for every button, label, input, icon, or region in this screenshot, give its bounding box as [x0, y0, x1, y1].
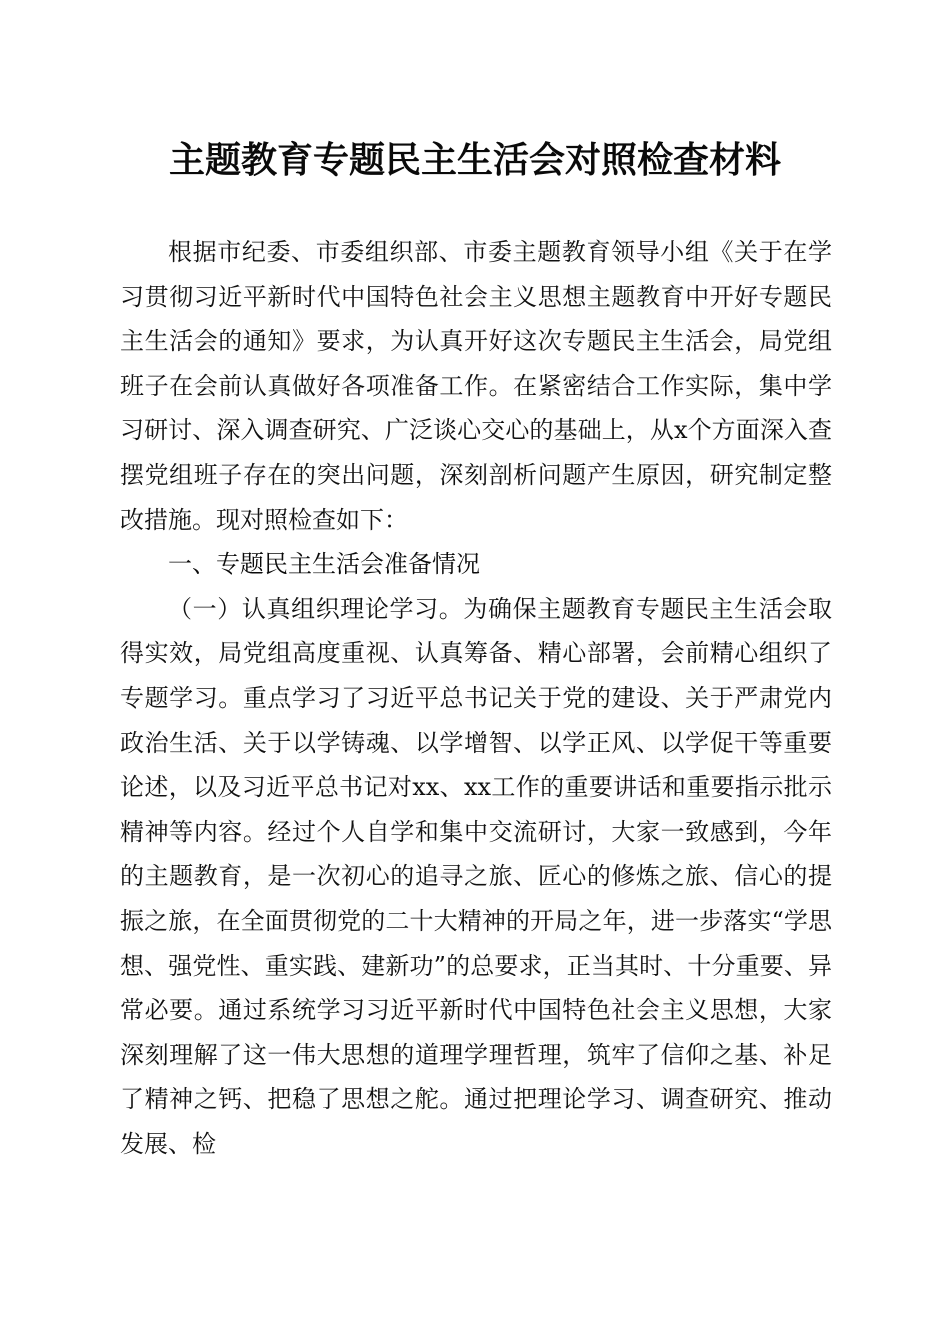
document-body	[120, 230, 832, 1166]
intro-paragraph: 根据市纪委、市委组织部、市委主题教育领导小组《关于在学习贯彻习近平新时代中国特色社会主义思想主题教育中开好专题民主生活会的通知》要求，为认真开好这次专题民主生活会，局党组班子在会前认真做好各项准备工作。在紧密结合工作实际，集中学习研讨、深入调查研究、广泛谈心交心的基础上，从x个方面深入查摆党组班子存在的突出问题，深刻剖析问题产生原因，研究制定整改措施。现对照检查如下：	[120, 238, 832, 534]
subsection-paragraph	[120, 587, 832, 1167]
subsection-heading: （一）认真组织理论学习。	[168, 594, 464, 623]
section-heading: 一、专题民主生活会准备情况	[168, 550, 480, 579]
subsection-text: 为确保主题教育专题民主生活会取得实效，局党组高度重视、认真筹备、精心部署，会前精心组织了专题学习。重点学习了习近平总书记关于党的建设、关于严肃党内政治生活、关于以学铸魂、以学增智、以学正风、以学促干等重要论述，以及习近平总书记对xx、xx工作的重要讲话和重要指示批示精神等内容。经过个人自学和集中交流研讨，大家一致感到，今年的主题教育，是一次初心的追寻之旅、匠心的修炼之旅、信心的提振之旅，在全面贯彻党的二十大精神的开局之年，进一步落实“学思想、强党性、重实践、建新功”的总要求，正当其时、十分重要、异常必要。通过系统学习习近平新时代中国特色社会主义思想，大家深刻理解了这一伟大思想的道理学理哲理，筑牢了信仰之基、补足了精神之钙、把稳了思想之舵。通过把理论学习、调查研究、推动发展、检	[120, 594, 833, 1158]
document-title: 主题教育专题民主生活会对照检查材料	[168, 139, 781, 181]
